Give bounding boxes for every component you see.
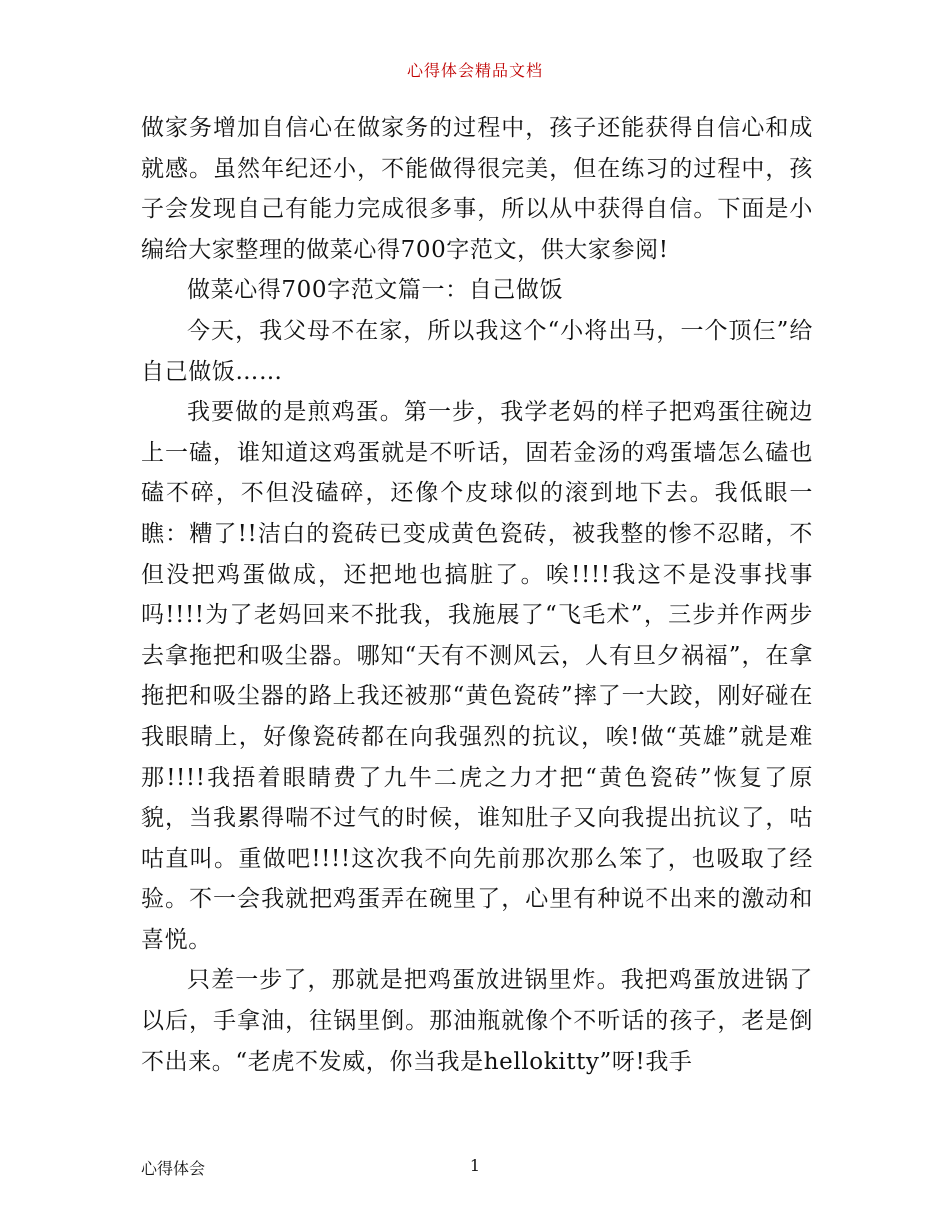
- document-body: [141, 108, 813, 1082]
- paragraph: 今天，我父母不在家，所以我这个“小将出马，一个顶仨”给自己做饭……: [141, 317, 813, 385]
- paragraph-intro: 做家务增加自信心在做家务的过程中，孩子还能获得自信心和成就感。虽然年纪还小，不能做得很完美，但在练习的过程中，孩子会发现自己有能力完成很多事，所以从中获得自信。下面是小编给大家整理的做菜心得700字范文，供大家参阅!: [141, 115, 813, 263]
- footer-label: 心得体会: [141, 1159, 206, 1178]
- page-number: 1: [469, 1156, 481, 1175]
- paragraph: 我要做的是煎鸡蛋。第一步，我学老妈的样子把鸡蛋往碗边上一磕，谁知道这鸡蛋就是不听话，固若金汤的鸡蛋墙怎么磕也磕不碎，不但没磕碎，还像个皮球似的滚到地下去。我低眼一瞧：糟了!!洁白的瓷砖已变成黄色瓷砖，被我整的惨不忍睹，不但没把鸡蛋做成，还把地也搞脏了。唉!!!!我这不是没事找事吗!!!!为了老妈回来不批我，我施展了“飞毛术”，三步并作两步去拿拖把和吸尘器。哪知“天有不测风云，人有旦夕祸福”，在拿拖把和吸尘器的路上我还被那“黄色瓷砖”摔了一大跤，刚好碰在我眼睛上，好像瓷砖都在向我强烈的抗议，唉!做“英雄”就是难那!!!!我捂着眼睛费了九牛二虎之力才把“黄色瓷砖”恢复了原貌，当我累得喘不过气的时候，谁知肚子又向我提出抗议了，咕咕直叫。重做吧!!!!这次我不向先前那次那么笨了，也吸取了经验。不一会我就把鸡蛋弄在碗里了，心里有种说不出来的激动和喜悦。: [141, 399, 813, 953]
- page-header-title: 心得体会精品文档: [406, 61, 543, 80]
- paragraph: 只差一步了，那就是把鸡蛋放进锅里炸。我把鸡蛋放进锅了以后，手拿油，往锅里倒。那油瓶就像个不听话的孩子，老是倒不出来。“老虎不发威，你当我是hellokitty”呀!我手: [141, 967, 813, 1075]
- section-heading: 做菜心得700字范文篇一：自己做饭: [187, 277, 564, 304]
